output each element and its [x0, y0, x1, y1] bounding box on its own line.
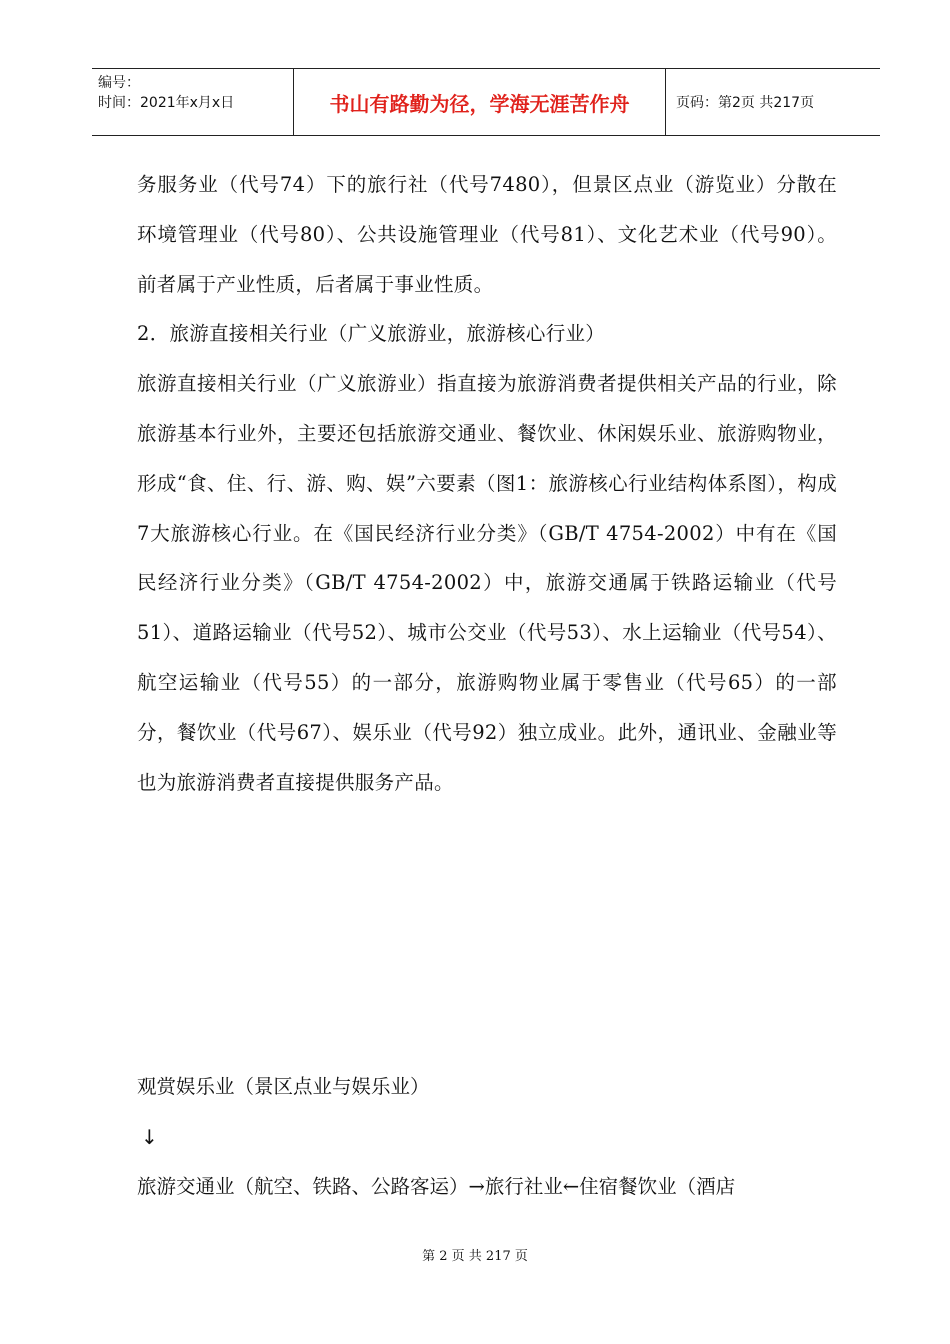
- section-heading: 2．旅游直接相关行业（广义旅游业，旅游核心行业）: [137, 322, 606, 346]
- diagram-bottom-line: 旅游交通业（航空、铁路、公路客运）→旅行社业←住宿餐饮业（酒店: [137, 1175, 736, 1198]
- page-footer: 第 2 页 共 217 页: [422, 1249, 528, 1264]
- industry-structure-diagram: [137, 1062, 857, 1212]
- time-label: 时间：2021年x月x日: [98, 95, 235, 111]
- document-header: [92, 68, 880, 136]
- paragraph: 务服务业（代号74）下的旅行社（代号7480），但景区点业（游览业）分散在环境管理业（代号80）、公共设施管理业（代号81）、文化艺术业（代号90）。前者属于产业性质，后者属于事业性质。: [137, 173, 837, 296]
- number-label: 编号：: [98, 75, 140, 91]
- header-motto: 书山有路勤为径，学海无涯苦作舟: [293, 69, 666, 135]
- body-text: [137, 160, 837, 807]
- paragraph: 旅游直接相关行业（广义旅游业）指直接为旅游消费者提供相关产品的行业，除旅游基本行业外，主要还包括旅游交通业、餐饮业、休闲娱乐业、旅游购物业，形成“食、住、行、游、购、娱”六要素（图1：旅游核心行业结构体系图），构成7大旅游核心行业。在《国民经济行业分类》（GB/T 4754-2002）中有在《国民经济行业分类》（GB/T 4754-2002）中，旅游交通属于铁路运输业（代号51）、道路运输业（代号52）、城市公交业（代号53）、水上运输业（代号54）、航空运输业（代号55）的一部分，旅游购物业属于零售业（代号65）的一部分，餐饮业（代号67）、娱乐业（代号92）独立成业。此外，通讯业、金融业等也为旅游消费者直接提供服务产品。: [137, 372, 837, 794]
- diagram-top-node: 观赏娱乐业（景区点业与娱乐业）: [137, 1075, 430, 1098]
- header-page-label: 页码：第2页 共217页: [676, 95, 815, 111]
- header-meta: [92, 69, 293, 135]
- down-arrow-icon: ↓: [141, 1125, 158, 1149]
